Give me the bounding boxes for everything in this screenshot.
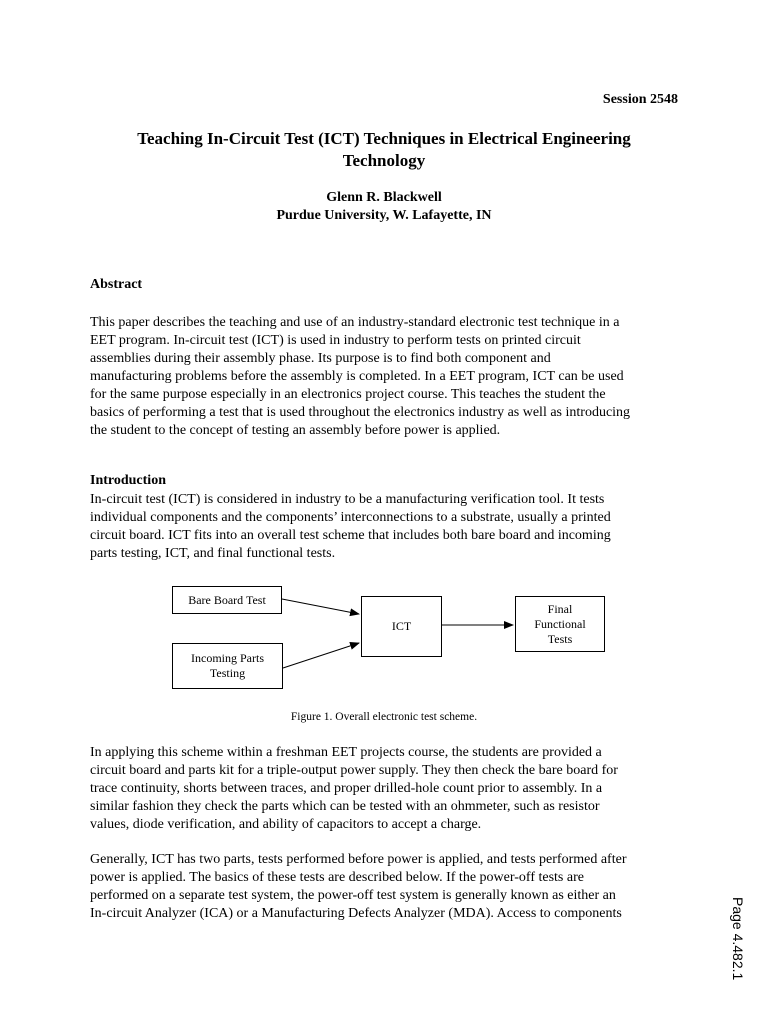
author-name: Glenn R. Blackwell xyxy=(326,190,442,205)
introduction-heading: Introduction xyxy=(90,473,166,488)
body-paragraph xyxy=(90,744,680,834)
text-line: values, diode verification, and ability of capacitors to accept a charge. xyxy=(90,817,482,832)
incoming-parts-testing-box xyxy=(172,643,283,689)
text-line: individual components and the components’ interconnections to a substrate, usually a printed xyxy=(90,510,611,525)
page-number: Page 4.482.1 xyxy=(730,897,746,981)
text-line: for the same purpose especially in an electronics project course. This teaches the student the xyxy=(90,387,606,402)
bare-board-test-box xyxy=(172,586,282,614)
text-line: power is applied. The basics of these tests are described below. If the power-off tests are xyxy=(90,870,584,885)
title-line: Technology xyxy=(342,151,426,170)
box-label: Functional xyxy=(534,616,586,631)
abstract-paragraph xyxy=(90,314,680,440)
session-number: Session 2548 xyxy=(602,92,678,107)
box-label: ICT xyxy=(391,619,412,633)
text-line: circuit board and parts kit for a triple-output power supply. They then check the bare board for xyxy=(90,763,618,778)
text-line: circuit board. ICT fits into an overall test scheme that includes both bare board and incoming xyxy=(90,528,611,543)
box-label: Incoming Parts xyxy=(191,651,264,665)
text-line: In-circuit Analyzer (ICA) or a Manufacturing Defects Analyzer (MDA). Access to components xyxy=(90,906,622,921)
box-label: Tests xyxy=(547,631,573,646)
box-label: Bare Board Test xyxy=(188,592,266,607)
author-block xyxy=(110,189,658,225)
body-paragraph xyxy=(90,851,680,923)
figure-caption: Figure 1. Overall electronic test scheme. xyxy=(290,711,478,723)
box-label: Testing xyxy=(209,666,246,680)
final-functional-tests-box xyxy=(515,596,605,652)
text-line: EET program. In-circuit test (ICT) is used in industry to perform tests on printed circuit xyxy=(90,333,581,348)
text-line: similar fashion they check the parts which can be tested with an ohmmeter, such as resistor xyxy=(90,799,600,814)
box-label: Final xyxy=(547,601,573,616)
text-line: manufacturing problems before the assembly is completed. In a EET program, ICT can be used xyxy=(90,369,624,384)
text-line: performed on a separate test system, the power-off test system is generally known as either an xyxy=(90,888,616,903)
text-line: parts testing, ICT, and final functional tests. xyxy=(90,546,336,561)
abstract-heading: Abstract xyxy=(90,277,143,292)
text-line: trace continuity, shorts between traces, and proper drilled-hole count prior to assembly. In a xyxy=(90,781,603,796)
text-line: In applying this scheme within a freshman EET projects course, the students are provided a xyxy=(90,745,602,760)
introduction-paragraph xyxy=(90,491,680,563)
text-line: basics of performing a test that is used throughout the electronics industry as well as introducing xyxy=(90,405,631,420)
text-line: In-circuit test (ICT) is considered in industry to be a manufacturing verification tool. It tests xyxy=(90,492,605,507)
author-affiliation: Purdue University, W. Lafayette, IN xyxy=(276,208,492,223)
ict-box xyxy=(361,596,442,657)
title-line: Teaching In-Circuit Test (ICT) Techniques in Electrical Engineering xyxy=(137,129,631,148)
text-line: This paper describes the teaching and use of an industry-standard electronic test technique in a xyxy=(90,315,620,330)
paper-title xyxy=(110,128,658,172)
text-line: the student to the concept of testing an assembly before power is applied. xyxy=(90,423,501,438)
text-line: assemblies during their assembly phase. Its purpose is to find both component and xyxy=(90,351,551,366)
arrow-bare-board-to-ict xyxy=(282,599,359,614)
arrow-incoming-parts-to-ict xyxy=(283,643,359,668)
text-line: Generally, ICT has two parts, tests performed before power is applied, and tests performed after xyxy=(90,852,627,867)
